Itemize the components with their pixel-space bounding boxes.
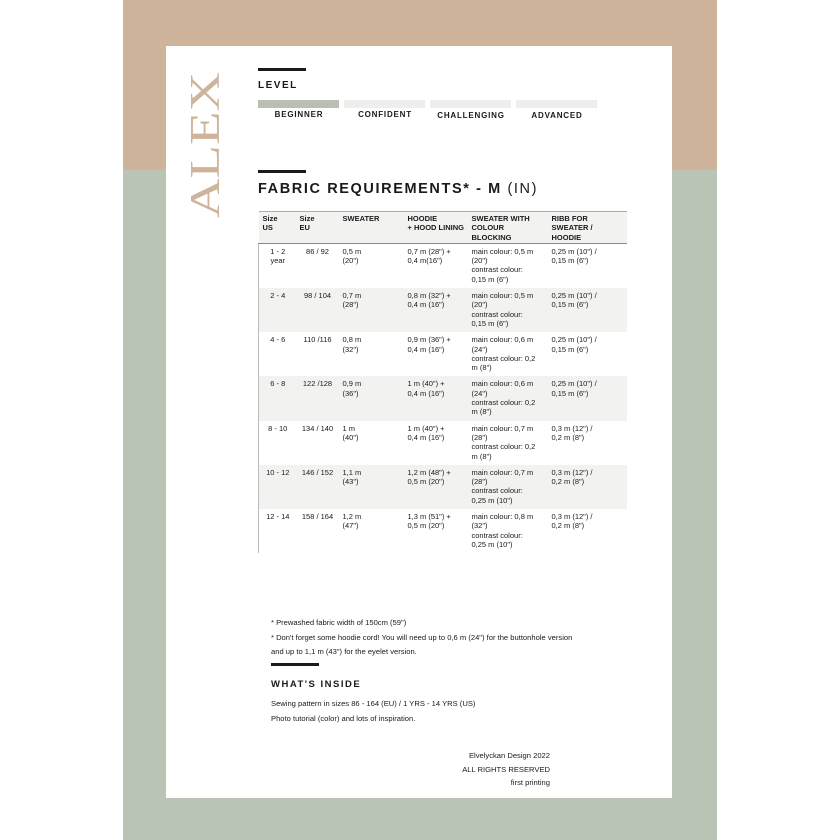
cell-size-eu [296,288,339,332]
header-line: COLOUR BLOCKING [471,223,512,242]
header-size-us [259,212,296,244]
cell-line: year [270,256,286,266]
note-line: * Don't forget some hoodie cord! You will need up to 0,6 m (24") for the buttonhole version [271,632,573,642]
cell-colour-blocking [468,376,548,420]
header-colour-blocking [468,212,548,244]
cell-line: 0,3 m (12") / [551,512,593,522]
cell-line: 6 - 8 [270,379,286,389]
cell-size-us [259,243,296,288]
copyright-footer [462,749,550,790]
cell-sweater [339,288,404,332]
cell-line: 0,8 m [342,335,362,345]
cell-line: 0,7 m (28") + [407,246,451,256]
cell-ribb [548,243,627,288]
cell-line: contrast colour: [471,265,523,275]
header-line: SWEATER / HOODIE [551,223,593,242]
fabric-title-text: FABRIC REQUIREMENTS* - M [258,181,502,197]
cell-line: 0,2 m (8") [551,521,585,531]
level-option-advanced: ADVANCED [531,111,583,120]
cell-ribb [548,288,627,332]
cell-line: (40") [342,432,359,442]
cell-line: 0,7 m [342,291,362,301]
cell-colour-blocking [468,465,548,509]
header-ribb [548,212,627,244]
cell-size-us [259,288,296,332]
vertical-brand-title [183,70,229,220]
cell-line: contrast colour: 0,2 [471,442,536,452]
cell-line: (20") [342,256,359,266]
cell-line: 146 / 152 [301,467,334,477]
cell-line: m (8") [471,407,492,417]
cell-ribb [548,376,627,420]
cell-line: contrast colour: 0,2 [471,398,536,408]
cell-line: 0,2 m (8") [551,477,585,487]
cell-hoodie [404,421,468,465]
cell-line: main colour: 0,5 m [471,246,534,256]
table-row [259,243,627,288]
cell-line: 0,25 m (10") [471,495,513,505]
cell-colour-blocking [468,288,548,332]
cell-size-eu [296,421,339,465]
cell-ribb [548,332,627,376]
cell-line: main colour: 0,5 m [471,291,534,301]
cell-sweater [339,421,404,465]
cell-line: 0,8 m (32") + [407,291,451,301]
cell-size-eu [296,465,339,509]
header-line: + HOOD LINING [407,223,464,233]
cell-line: 0,9 m [342,379,362,389]
fabric-requirements-title [258,181,538,197]
footer-line: first printing [510,778,550,787]
cell-line: 8 - 10 [268,423,288,433]
cell-line: 0,3 m (12") / [551,423,593,433]
cell-line: (43") [342,477,359,487]
cell-line: m (8") [471,363,492,373]
cell-line: 1,2 m (48") + [407,467,451,477]
cell-size-us [259,421,296,465]
cell-line: 0,15 m (6") [551,256,589,266]
cell-line: contrast colour: 0,2 [471,353,536,363]
header-hoodie [404,212,468,244]
cell-size-us [259,465,296,509]
cell-line: main colour: 0,6 m [471,335,534,345]
cell-line: 0,4 m(16") [407,256,443,266]
cell-size-eu [296,332,339,376]
header-line: HOODIE [407,214,438,223]
header-line: EU [299,223,310,233]
level-option-beginner: BEGINNER [274,110,324,119]
note-line: and up to 1,1 m (43") for the eyelet version. [271,647,417,656]
cell-size-eu [296,376,339,420]
cell-ribb [548,421,627,465]
level-bar-confident [344,100,425,108]
level-rule [258,68,306,71]
level-label: LEVEL [258,80,298,91]
table-row [259,376,627,420]
table-header-row [259,212,627,244]
whats-inside-line: Sewing pattern in sizes 86 - 164 (EU) / 1 YRS - 14 YRS (US) [271,699,476,708]
cell-line: 0,3 m (12") / [551,467,593,477]
cell-size-us [259,509,296,553]
cell-line: 0,5 m [342,246,362,256]
cell-line: 0,4 m (16") [407,388,445,398]
cell-line: (24") [471,344,488,354]
cell-line: 0,15 m (6") [471,318,509,328]
cell-line: 0,4 m (16") [407,300,445,310]
header-line: Size [262,214,278,223]
cell-hoodie [404,465,468,509]
cell-sweater [339,465,404,509]
cell-line: 0,25 m (10") / [551,335,597,345]
level-bar-beginner [258,100,339,108]
cell-line: 0,15 m (6") [551,388,589,398]
cell-hoodie [404,243,468,288]
brand-name: ALEX [183,106,229,218]
cell-line: 0,25 m (10") / [551,291,597,301]
cell-colour-blocking [468,421,548,465]
cell-line: (28") [342,300,359,310]
cell-line: 98 / 104 [303,291,332,301]
cell-line: 12 - 14 [266,512,290,522]
note-line: * Prewashed fabric width of 150cm (59") [271,618,407,627]
cell-line: contrast colour: [471,309,523,319]
whats-inside-text [271,697,475,726]
cell-line: 4 - 6 [270,335,286,345]
cell-line: 134 / 140 [301,423,334,433]
header-line: SWEATER WITH [471,214,530,223]
cell-line: (24") [471,388,488,398]
cell-line: 0,4 m (16") [407,344,445,354]
cell-line: (32") [342,344,359,354]
cell-sweater [339,243,404,288]
cell-colour-blocking [468,243,548,288]
cell-line: (36") [342,388,359,398]
fabric-notes [271,616,572,660]
cell-line: contrast colour: [471,486,523,496]
cell-line: (28") [471,477,488,487]
cell-ribb [548,509,627,553]
table-row [259,421,627,465]
cell-line: 1,1 m [342,467,362,477]
cell-line: 0,15 m (6") [551,300,589,310]
cell-line: main colour: 0,6 m [471,379,534,389]
cell-line: 122 /128 [302,379,333,389]
cell-line: m (8") [471,451,492,461]
cell-line: 1 m [342,423,356,433]
cell-line: 158 / 164 [301,512,334,522]
level-bar-challenging [430,100,511,108]
cell-hoodie [404,288,468,332]
cell-hoodie [404,509,468,553]
header-line: Size [299,214,315,223]
cell-size-us [259,376,296,420]
whats-inside-line: Photo tutorial (color) and lots of inspiration. [271,713,416,723]
table-row [259,288,627,332]
cell-line: 0,2 m (8") [551,432,585,442]
table-row [259,509,627,553]
cell-line: main colour: 0,8 m [471,512,534,522]
cell-line: (20") [471,256,488,266]
header-line: SWEATER [342,214,380,223]
cell-sweater [339,332,404,376]
cell-colour-blocking [468,332,548,376]
level-bar-advanced [516,100,597,108]
level-option-challenging: CHALLENGING [437,111,505,120]
cell-line: 0,25 m (10") / [551,246,597,256]
cell-line: 0,25 m (10") / [551,379,597,389]
level-option-confident: CONFIDENT [358,110,412,119]
cell-line: (20") [471,300,488,310]
cell-line: (28") [471,432,488,442]
cell-size-eu [296,243,339,288]
cell-line: 1,3 m (51") + [407,512,451,522]
table-row [259,465,627,509]
fabric-rule [258,170,306,173]
table-row [259,332,627,376]
cell-line: main colour: 0,7 m [471,423,534,433]
cell-line: 0,9 m (36") + [407,335,451,345]
cell-line: 1 - 2 [270,246,286,256]
cell-ribb [548,465,627,509]
cell-line: 1,2 m [342,512,362,522]
cell-sweater [339,509,404,553]
cell-line: 86 / 92 [306,246,329,256]
cell-line: (32") [471,521,488,531]
whats-inside-rule [271,663,319,666]
cell-hoodie [404,376,468,420]
cell-line: 0,4 m (16") [407,432,445,442]
whats-inside-title: WHAT'S INSIDE [271,679,362,690]
cell-colour-blocking [468,509,548,553]
header-line: US [262,223,273,233]
header-sweater [339,212,404,244]
cell-line: 0,15 m (6") [471,274,509,284]
cell-line: 1 m (40") + [407,379,445,389]
cell-line: 0,15 m (6") [551,344,589,354]
header-size-eu [296,212,339,244]
footer-line: Elvelyckan Design 2022 [468,751,550,760]
cell-line: 10 - 12 [266,467,290,477]
cell-sweater [339,376,404,420]
cell-line: 1 m (40") + [407,423,445,433]
header-line: RIBB FOR [551,214,588,223]
cell-size-us [259,332,296,376]
cell-line: 0,25 m (10") [471,539,513,549]
footer-line: ALL RIGHTS RESERVED [462,764,550,774]
cell-line: contrast colour: [471,530,523,540]
cell-line: 0,5 m (20") [407,521,445,531]
cell-line: main colour: 0,7 m [471,467,534,477]
cell-line: (47") [342,521,359,531]
cell-line: 2 - 4 [270,291,286,301]
cell-hoodie [404,332,468,376]
cell-size-eu [296,509,339,553]
fabric-title-unit: (IN) [507,181,539,197]
cell-line: 110 /116 [303,335,332,345]
fabric-requirements-table [258,211,627,553]
cell-line: 0,5 m (20") [407,477,445,487]
